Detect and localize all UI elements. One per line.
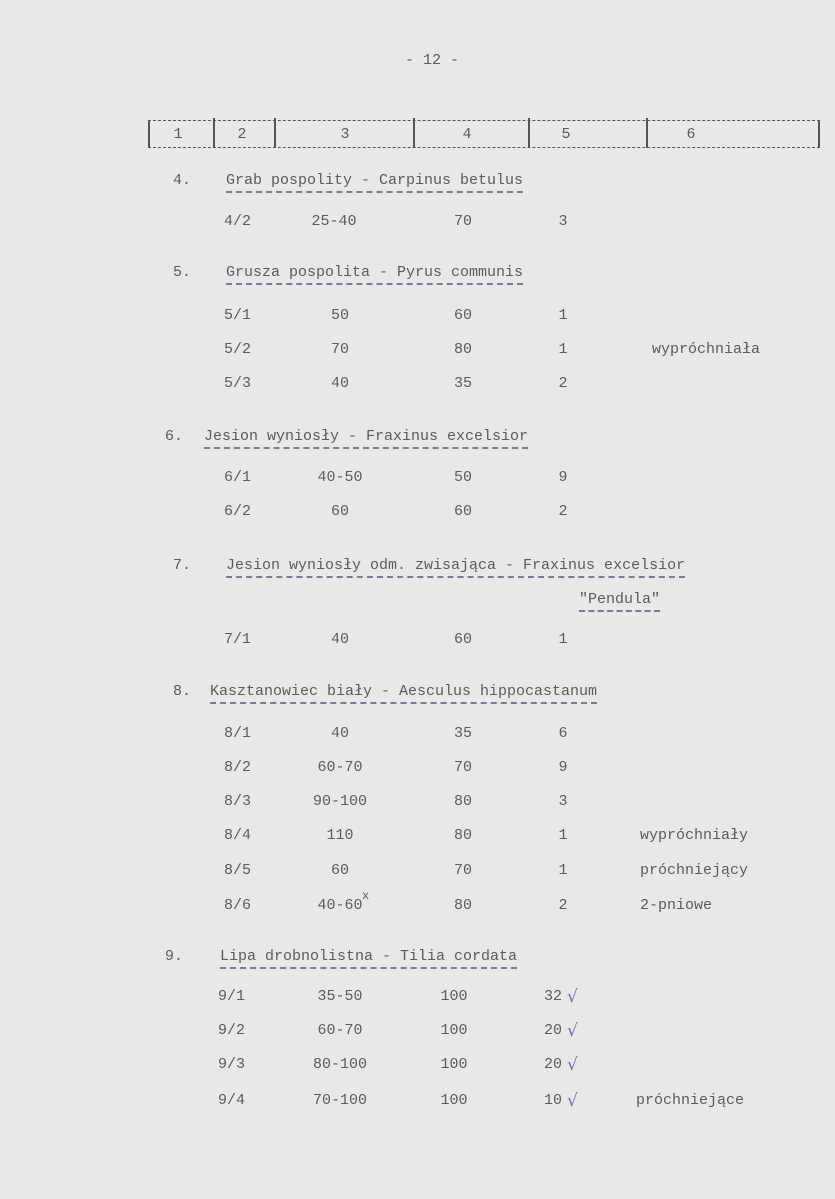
row-height: 70 (453, 759, 473, 776)
row-diameter: 60-70 (317, 759, 363, 776)
row-height: 70 (453, 862, 473, 879)
row-diameter: 90-100 (312, 793, 368, 810)
row-count: 1 (558, 862, 568, 879)
column-header-3: 3 (340, 126, 350, 143)
section-number: 5. (173, 264, 192, 281)
row-id: 6/1 (224, 469, 252, 486)
column-divider (213, 118, 215, 148)
column-header-5: 5 (561, 126, 571, 143)
row-note: próchniejące (636, 1092, 745, 1109)
section-title: Grab pospolity - Carpinus betulus (226, 172, 523, 193)
section-number: 4. (173, 172, 192, 189)
check-mark: √ (567, 1091, 578, 1111)
row-id: 5/1 (224, 307, 252, 324)
row-count: 10 (543, 1092, 563, 1109)
row-count: 2 (558, 897, 568, 914)
row-count: 1 (558, 827, 568, 844)
row-count: 9 (558, 759, 568, 776)
row-diameter: 35-50 (317, 988, 363, 1005)
row-id: 8/4 (224, 827, 252, 844)
row-id: 8/1 (224, 725, 252, 742)
section-number: 8. (173, 683, 192, 700)
row-height: 50 (453, 469, 473, 486)
row-note: 2-pniowe (640, 897, 713, 914)
row-height: 35 (453, 725, 473, 742)
row-count: 1 (558, 341, 568, 358)
row-diameter: 110 (326, 827, 354, 844)
column-divider (646, 118, 648, 148)
section-title: Kasztanowiec biały - Aesculus hippocastanum (210, 683, 597, 704)
row-height: 60 (453, 503, 473, 520)
row-diameter: 70 (330, 341, 350, 358)
section-number: 9. (165, 948, 184, 965)
column-header-2: 2 (237, 126, 247, 143)
row-height: 80 (453, 897, 473, 914)
row-height: 100 (440, 1056, 468, 1073)
section-title: Jesion wyniosły - Fraxinus excelsior (204, 428, 528, 449)
row-count: 2 (558, 503, 568, 520)
row-height: 70 (453, 213, 473, 230)
row-diameter: 40 (330, 375, 350, 392)
column-divider (413, 118, 415, 148)
superscript-mark: x (362, 889, 370, 903)
row-height: 80 (453, 341, 473, 358)
row-diameter: 60 (330, 862, 350, 879)
row-height: 60 (453, 307, 473, 324)
row-diameter: 40 (330, 725, 350, 742)
row-count: 6 (558, 725, 568, 742)
section-title: Grusza pospolita - Pyrus communis (226, 264, 523, 285)
row-id: 6/2 (224, 503, 252, 520)
row-id: 5/2 (224, 341, 252, 358)
row-diameter: 60-70 (317, 1022, 363, 1039)
row-id: 5/3 (224, 375, 252, 392)
row-height: 100 (440, 988, 468, 1005)
row-id: 4/2 (224, 213, 252, 230)
row-count: 9 (558, 469, 568, 486)
column-divider (274, 118, 276, 148)
section-subtitle: "Pendula" (579, 591, 660, 612)
row-note: wypróchniała (652, 341, 761, 358)
row-count: 3 (558, 793, 568, 810)
check-mark: √ (567, 1021, 578, 1041)
row-height: 80 (453, 793, 473, 810)
section-number: 6. (165, 428, 184, 445)
row-count: 20 (543, 1022, 563, 1039)
row-count: 32 (543, 988, 563, 1005)
row-height: 60 (453, 631, 473, 648)
row-count: 3 (558, 213, 568, 230)
row-id: 9/4 (218, 1092, 246, 1109)
row-id: 7/1 (224, 631, 252, 648)
column-header-4: 4 (462, 126, 472, 143)
row-height: 80 (453, 827, 473, 844)
section-title: Lipa drobnolistna - Tilia cordata (220, 948, 517, 969)
row-diameter: 40 (330, 631, 350, 648)
section-title: Jesion wyniosły odm. zwisająca - Fraxinus excelsior (226, 557, 685, 578)
row-count: 1 (558, 631, 568, 648)
row-id: 9/3 (218, 1056, 246, 1073)
row-count: 1 (558, 307, 568, 324)
row-diameter: 25-40 (311, 213, 357, 230)
row-diameter: 60 (330, 503, 350, 520)
row-diameter: 40-50 (317, 469, 363, 486)
column-header-6: 6 (686, 126, 696, 143)
section-number: 7. (173, 557, 192, 574)
row-diameter: 70-100 (312, 1092, 368, 1109)
row-diameter: 40-60 (317, 897, 363, 914)
row-count: 2 (558, 375, 568, 392)
row-id: 9/1 (218, 988, 246, 1005)
check-mark: √ (567, 1055, 578, 1075)
row-diameter: 50 (330, 307, 350, 324)
row-note: próchniejący (640, 862, 749, 879)
row-height: 100 (440, 1022, 468, 1039)
column-divider (528, 118, 530, 148)
check-mark: √ (567, 987, 578, 1007)
row-id: 8/6 (224, 897, 252, 914)
row-id: 8/5 (224, 862, 252, 879)
page-number: - 12 - (404, 52, 460, 69)
row-diameter: 80-100 (312, 1056, 368, 1073)
row-height: 35 (453, 375, 473, 392)
row-id: 8/3 (224, 793, 252, 810)
column-header-1: 1 (173, 126, 183, 143)
row-id: 8/2 (224, 759, 252, 776)
row-id: 9/2 (218, 1022, 246, 1039)
row-note: wypróchniały (640, 827, 749, 844)
column-header-table (148, 120, 820, 148)
row-height: 100 (440, 1092, 468, 1109)
row-count: 20 (543, 1056, 563, 1073)
